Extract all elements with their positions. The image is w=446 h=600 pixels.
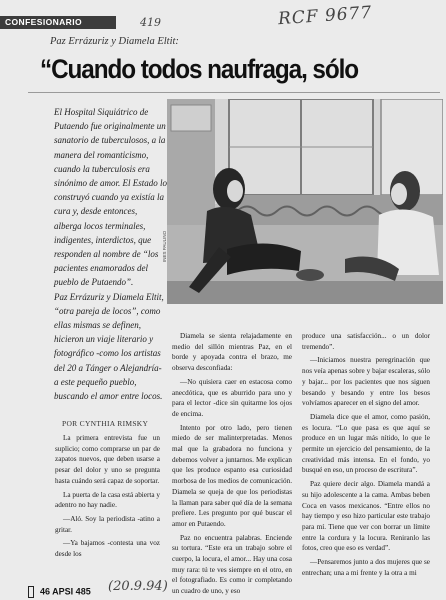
byline: Paz Errázuriz y Diamela Eltit: <box>50 36 179 47</box>
photo-credit: INES PAULINO <box>162 230 167 262</box>
intro-paragraph: El Hospital Siquiátrico de Putaendo fue originalmente un sanatorio de tuberculosos, a la manera del romanticismo, cuando la tuberculosis era sinónimo de amor. El Estado lo construyó cuando ya existía la cura y, desde entonces, alberga locos terminales, indigentes, interdictos, que responden al nombre de “los pacientes enamorados del pueblo de Putaendo”. <box>54 107 168 288</box>
article-column-2 <box>172 331 292 600</box>
headline: “Cuando todos naufraga, sólo <box>40 54 359 84</box>
photo-illustration <box>167 99 443 304</box>
column-paragraph: Paz no encuentra palabras. Enciende su tortura. “Este era un trabajo sobre el cuerpo, la locura, el amor... Hay una cosa muy rara: tú te ves siempre en el otro, en el fotografiado. Es como ir completando un cuadro de uno, y eso <box>172 533 292 596</box>
column-paragraph: La primera entrevista fue un suplicio; como comprarse un par de zapatos nuevos, que deben usarse a pesar del dolor y uno se pregunta hasta cuándo será capaz de soportar. <box>55 434 160 485</box>
column-paragraph: —Pensaremos junto a dos mujeres que se entrechan; una a mi frente y la otra a mi <box>302 558 430 577</box>
column-paragraph: —No quisiera caer en estacosa como anecdótica, que es aburrido para uno y para el lector -dice sin quitarme los ojos de encima. <box>172 377 292 418</box>
handwritten-reference: RCF 9677 <box>277 2 373 30</box>
article-column-3 <box>302 331 430 581</box>
article-column-1 <box>55 433 160 563</box>
column-paragraph: produce una satisfacción... o un dolor tremendo”. <box>302 332 430 351</box>
column-paragraph: —Iniciamos nuestra peregrinación que nos veía apenas sobre y bajar escaleras, sólo y bajar... por los pacientes que nos siguen besando y besando y entre los besos volvíamos aparecer en el signo del amor. <box>302 356 430 408</box>
author-line: POR CYNTHIA RIMSKY <box>62 419 149 428</box>
column-paragraph: Diamela se sienta relajadamente en medio del sillón mientras Paz, en el borde y apoyada contra el brazo, me observa desconfiada: <box>172 332 292 373</box>
column-paragraph: —Ya bajamos -contesta una voz desde los <box>55 539 160 559</box>
intro-paragraph: Paz Errázuriz y Diamela Eltit, “otra pareja de locos”, como ellas mismas se definen, hicieron un viaje literario y fotográfico -como los artistas del 20 a Tánger o Alejandría- a este pequeño pueblo, buscando el amor entre locos. <box>54 291 164 402</box>
column-paragraph: —Aló. Soy la periodista -atino a gritar. <box>55 514 160 534</box>
column-paragraph: Intento por otro lado, pero tienen miedo de ser malinterpretadas. Menos mal que la grabadora no funciona y debemos volver a juntarnos. Me explican que les produce espanto esa curiosidad morbosa de los medios de comunicación. Diamela se queja de que los periodistas la llaman para saber qué día de la semana prefiere. Les pregunto por qué buscar el amor en Putaendo. <box>172 423 292 528</box>
page-footer <box>28 586 91 598</box>
folio-mark-icon <box>28 586 34 598</box>
article-photo <box>167 99 443 304</box>
column-paragraph: Paz quiere decir algo. Diamela mandá a su hijo adolescente a la cama. Ambas beben Coca en vasos mexicanos. “Entre ellos no hay tiempo y eso hizo particular este trabajo para mí. Tiene que ver con borrar un límite entre la cordura y la locura. Reniranlo las fotos, creo que eso es verdad”. <box>302 480 430 553</box>
page-folio: 46 APSI 485 <box>40 586 91 597</box>
column-paragraph: Diamela dice que el amor, como pasión, es locura. “Lo que pasa es que aquí se produce en un lugar más nítido, lo que le permite un ejercicio del pensamiento, de la creatividad más intensa. En el fondo, yo busqué en eso, un proceso de escritura”. <box>302 412 430 475</box>
handwritten-date: (20.9.94) <box>108 579 168 594</box>
intro-text <box>54 105 167 403</box>
header-rule <box>28 92 440 93</box>
column-paragraph: La puerta de la casa está abierta y adentro no hay nadie. <box>55 490 160 510</box>
section-tag: CONFESIONARIO <box>0 16 116 29</box>
handwritten-number: 419 <box>140 16 161 29</box>
